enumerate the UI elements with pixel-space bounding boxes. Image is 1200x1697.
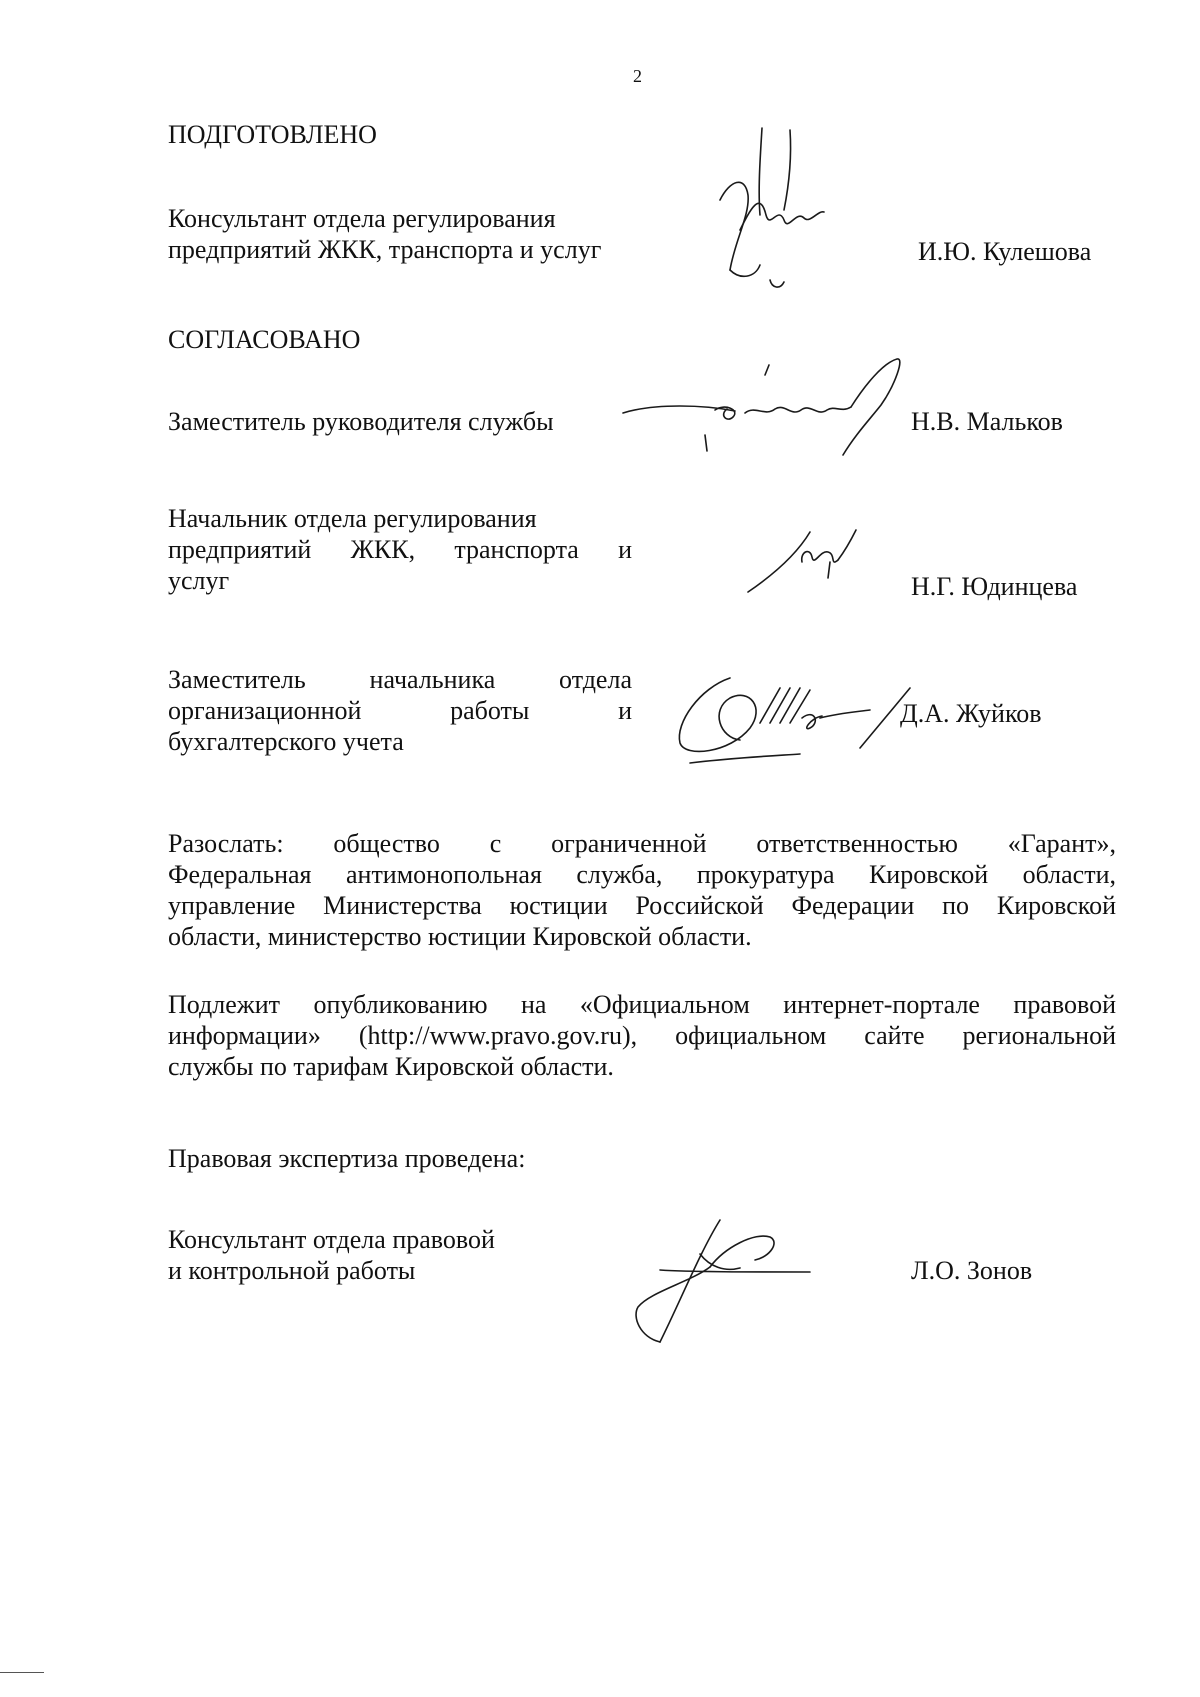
- page-number: 2: [633, 66, 642, 86]
- signatory-position: [168, 503, 632, 596]
- signatory-name: Н.В. Мальков: [911, 407, 1063, 436]
- signatory-name: Д.А. Жуйков: [900, 699, 1042, 728]
- signatory-position: Заместитель руководителя службы: [168, 407, 554, 436]
- distribution-line: управление Министерства юстиции Российской Федерации по Кировской: [168, 891, 1116, 920]
- distribution-paragraph: [168, 828, 1116, 952]
- signature-kuleshova: [700, 120, 840, 300]
- prepared-position-line: Консультант отдела регулирования: [168, 204, 556, 233]
- signature-malkov: [615, 355, 915, 475]
- signatory-position-line: услуг: [168, 566, 230, 595]
- signatory-position-line: Заместитель начальника отдела: [168, 665, 632, 694]
- signatory-position-line: организационной работы и: [168, 696, 632, 725]
- publication-paragraph: [168, 989, 1116, 1082]
- publication-line: информации» (http://www.pravo.gov.ru), официальном сайте региональной: [168, 1021, 1116, 1050]
- legal-review-name: Л.О. Зонов: [911, 1256, 1033, 1285]
- prepared-position-line: предприятий ЖКК, транспорта и услуг: [168, 235, 602, 264]
- publication-line: Подлежит опубликованию на «Официальном интернет-портале правовой: [168, 990, 1116, 1019]
- signature-yudintseva: [740, 512, 870, 602]
- prepared-position: [168, 203, 638, 265]
- signatory-position: [168, 664, 632, 757]
- signature-zonov: [630, 1212, 830, 1352]
- signature-zhuikov: [670, 668, 920, 768]
- distribution-line: Разослать: общество с ограниченной ответственностью «Гарант»,: [168, 829, 1116, 858]
- signatory-position-line: Начальник отдела регулирования: [168, 504, 537, 533]
- distribution-line: Федеральная антимонопольная служба, прокуратура Кировской области,: [168, 860, 1116, 889]
- prepared-name: И.Ю. Кулешова: [918, 237, 1092, 266]
- legal-review-position: [168, 1224, 638, 1286]
- signatory-name: Н.Г. Юдинцева: [911, 572, 1078, 601]
- legal-review-heading: Правовая экспертиза проведена:: [168, 1144, 526, 1173]
- legal-review-position-line: Консультант отдела правовой: [168, 1225, 495, 1254]
- scan-edge-mark: [0, 1672, 44, 1673]
- distribution-line: области, министерство юстиции Кировской области.: [168, 922, 752, 951]
- prepared-heading: ПОДГОТОВЛЕНО: [168, 120, 377, 149]
- agreed-heading: СОГЛАСОВАНО: [168, 325, 361, 354]
- legal-review-position-line: и контрольной работы: [168, 1256, 416, 1285]
- publication-line: службы по тарифам Кировской области.: [168, 1052, 614, 1081]
- signatory-position-line: бухгалтерского учета: [168, 727, 404, 756]
- signatory-position-line: предприятий ЖКК, транспорта и: [168, 535, 632, 564]
